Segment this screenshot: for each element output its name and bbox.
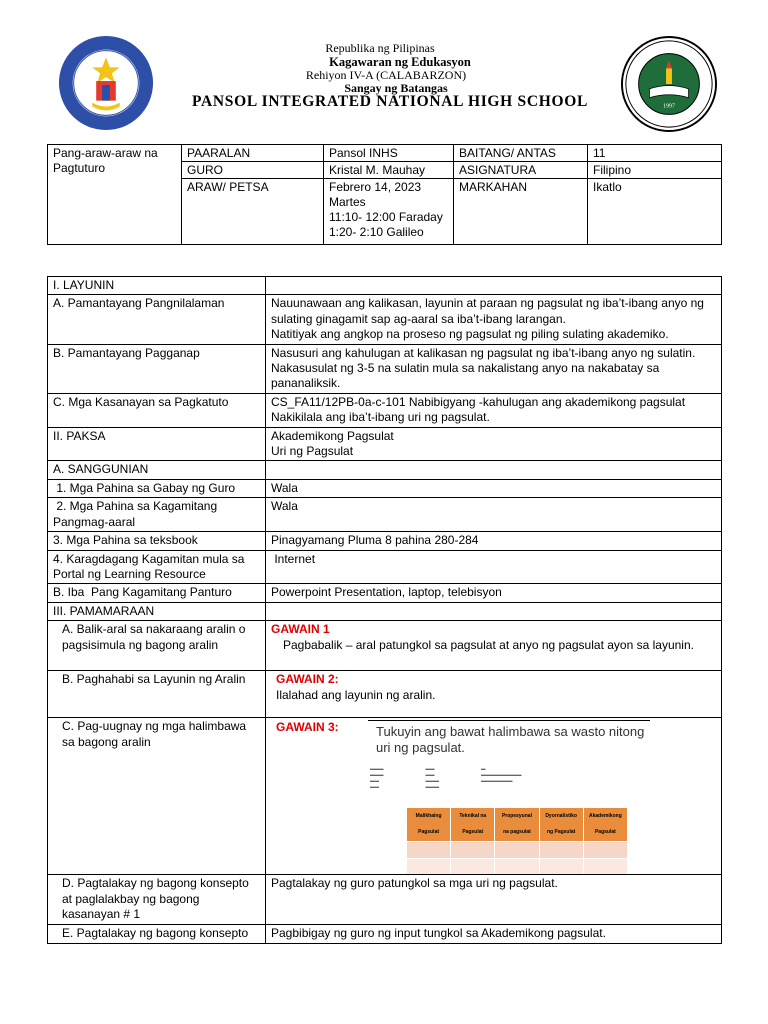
pb-value [266, 671, 722, 718]
lesson-info-table [47, 144, 722, 245]
slide-cell [539, 858, 583, 874]
slide-note-1: ▬▬▬ ▬▬▬ ▬▬ ▬▬ [370, 766, 384, 790]
s4-value: Internet [266, 550, 722, 584]
araw-value [324, 179, 454, 245]
gawain-3-slide-image [368, 720, 650, 869]
slide-header-2: Teknikal na Pagsulat [451, 808, 495, 842]
b-label: B. Pamantayang Pagganap [48, 344, 266, 393]
pe-label: E. Pagtalakay ng bagong konsepto [48, 925, 266, 943]
slide-header-4: Dyornalistiko ng Pagsulat [539, 808, 583, 842]
slide-header-5: Akademikong Pagsulat [583, 808, 627, 842]
s4-label: 4. Karagdagang Kagamitan mula sa Portal ng Learning Resource [48, 550, 266, 584]
a-value [266, 295, 722, 344]
header-kagawaran: Kagawaran ng Edukasyon [329, 55, 471, 69]
slide-cell [583, 841, 627, 858]
svg-text:1997: 1997 [663, 103, 675, 110]
slide-header-1: Malikhaing Pagsulat [407, 808, 451, 842]
s1-label: 1. Mga Pahina sa Gabay ng Guro [48, 479, 266, 497]
slide-title: Tukuyin ang bawat halimbawa sa wasto nitong uri ng pagsulat. [376, 724, 645, 756]
asignatura-label: ASIGNATURA [454, 162, 588, 179]
pd-value: Pagtalakay ng guro patungkol sa mga uri ng pagsulat. [266, 875, 722, 925]
c-value-1: CS_FA11/12PB-0a-c-101 Nabibigyang -kahulugan ang akademikong pagsulat [271, 394, 686, 409]
s3-label: 3. Mga Pahina sa teksbook [48, 532, 266, 550]
slide-category-table [406, 807, 628, 875]
gawain-2-label: GAWAIN 2: [276, 672, 339, 687]
gawain-1-text: Pagbabalik – aral patungkol sa pagsulat at anyo ng pagsulat ayon sa layunin. [283, 637, 694, 652]
school-name: PANSOL INTEGRATED NATIONAL HIGH SCHOOL [191, 93, 589, 110]
araw-day: Martes [329, 195, 366, 209]
info-label: Pang-araw-araw na Pagtuturo [48, 145, 182, 245]
slide-cell [407, 858, 451, 874]
c-value-2: Nakikilala ang iba’t-ibang uri ng pagsulat. [271, 410, 490, 425]
c-value [266, 393, 722, 427]
pe-value: Pagbibigay ng guro ng input tungkol sa Akademikong pagsulat. [266, 925, 722, 943]
baitang-value: 11 [588, 145, 722, 162]
pc-value [266, 718, 722, 875]
b-value [266, 344, 722, 393]
asignatura-value: Filipino [588, 162, 722, 179]
slide-cell [407, 841, 451, 858]
slide-cell [495, 841, 539, 858]
slide-note-3: ▬ ▬▬▬▬▬▬▬▬▬ ▬▬▬▬▬▬▬ [481, 766, 522, 784]
slide-example-notes [368, 756, 650, 790]
empty-cell [266, 277, 722, 295]
slide-cell [583, 858, 627, 874]
gawain-3-label: GAWAIN 3: [276, 720, 339, 735]
slide-cell [451, 858, 495, 874]
araw-date: Febrero 14, 2023 [329, 180, 422, 194]
layunin-heading: I. LAYUNIN [48, 277, 266, 295]
paaralan-value: Pansol INHS [324, 145, 454, 162]
paksa-value-1: Akademikong Pagsulat [271, 428, 394, 443]
paksa-value [266, 427, 722, 461]
header-sangay: Sangay ng Batangas [344, 81, 448, 95]
lesson-plan-table [47, 276, 722, 944]
empty-cell [266, 602, 722, 620]
pamamaraan-heading: III. PAMAMARAAN [48, 602, 266, 620]
araw-time-galileo: 1:20- 2:10 Galileo [329, 225, 424, 239]
s1-value: Wala [266, 479, 722, 497]
a-label: A. Pamantayang Pangnilalaman [48, 295, 266, 344]
s2-value: Wala [266, 498, 722, 532]
araw-label: ARAW/ PETSA [182, 179, 324, 245]
slide-note-2: ▬▬ ▬▬ ▬▬▬ ▬▬▬ [425, 766, 439, 790]
header-rehiyon: Rehiyon IV-A (CALABARZON) [305, 68, 467, 82]
araw-time-faraday: 11:10- 12:00 Faraday [329, 210, 443, 224]
s2-label: 2. Mga Pahina sa Kagamitang Pangmag-aaral [48, 498, 266, 532]
paksa-label: II. PAKSA [48, 427, 266, 461]
iba-label: B. Iba Pang Kagamitang Panturo [48, 584, 266, 602]
b-value-2: Nakasusulat ng 3-5 na sulatin mula sa nakalistang anyo na nakabatay sa pananaliksik. [271, 361, 660, 391]
c-label: C. Mga Kasanayan sa Pagkatuto [48, 393, 266, 427]
pd-label: D. Pagtalakay ng bagong konsepto at paglalakbay ng bagong kasanayan # 1 [48, 875, 266, 925]
markahan-label: MARKAHAN [454, 179, 588, 245]
guro-value: Kristal M. Mauhay [324, 162, 454, 179]
s3-value: Pinagyamang Pluma 8 pahina 280-284 [266, 532, 722, 550]
gawain-2-text: Ilalahad ang layunin ng aralin. [276, 687, 436, 702]
pa-label: A. Balik-aral sa nakaraang aralin o pagsisimula ng bagong aralin [48, 621, 266, 671]
slide-cell [451, 841, 495, 858]
baitang-label: BAITANG/ ANTAS [454, 145, 588, 162]
header-republika: Republika ng Pilipinas [325, 41, 435, 55]
gawain-1-label: GAWAIN 1 [271, 622, 330, 637]
sanggunian-heading: A. SANGGUNIAN [48, 461, 266, 479]
paksa-value-2: Uri ng Pagsulat [271, 444, 354, 459]
slide-cell [539, 841, 583, 858]
slide-header-3: Propesyunal na pagsulat [495, 808, 539, 842]
b-value-1: Nasusuri ang kahulugan at kalikasan ng pagsulat ng iba’t-ibang anyo ng sulatin. [271, 345, 696, 360]
pa-value [266, 621, 722, 671]
a-value-2: Natitiyak ang angkop na proseso ng pagsulat ng piling sulating akademiko. [271, 327, 669, 342]
iba-value: Powerpoint Presentation, laptop, telebisyon [266, 584, 722, 602]
markahan-value: Ikatlo [588, 179, 722, 245]
guro-label: GURO [182, 162, 324, 179]
paaralan-label: PAARALAN [182, 145, 324, 162]
slide-cell [495, 858, 539, 874]
pb-label: B. Paghahabi sa Layunin ng Aralin [48, 671, 266, 718]
a-value-1: Nauunawaan ang kalikasan, layunin at paraan ng pagsulat ng iba’t-ibang anyo ng sulating ginagamit sap ag-aaral sa iba’t-ibang larangan. [271, 296, 704, 326]
empty-cell [266, 461, 722, 479]
pc-label: C. Pag-uugnay ng mga halimbawa sa bagong aralin [48, 718, 266, 875]
